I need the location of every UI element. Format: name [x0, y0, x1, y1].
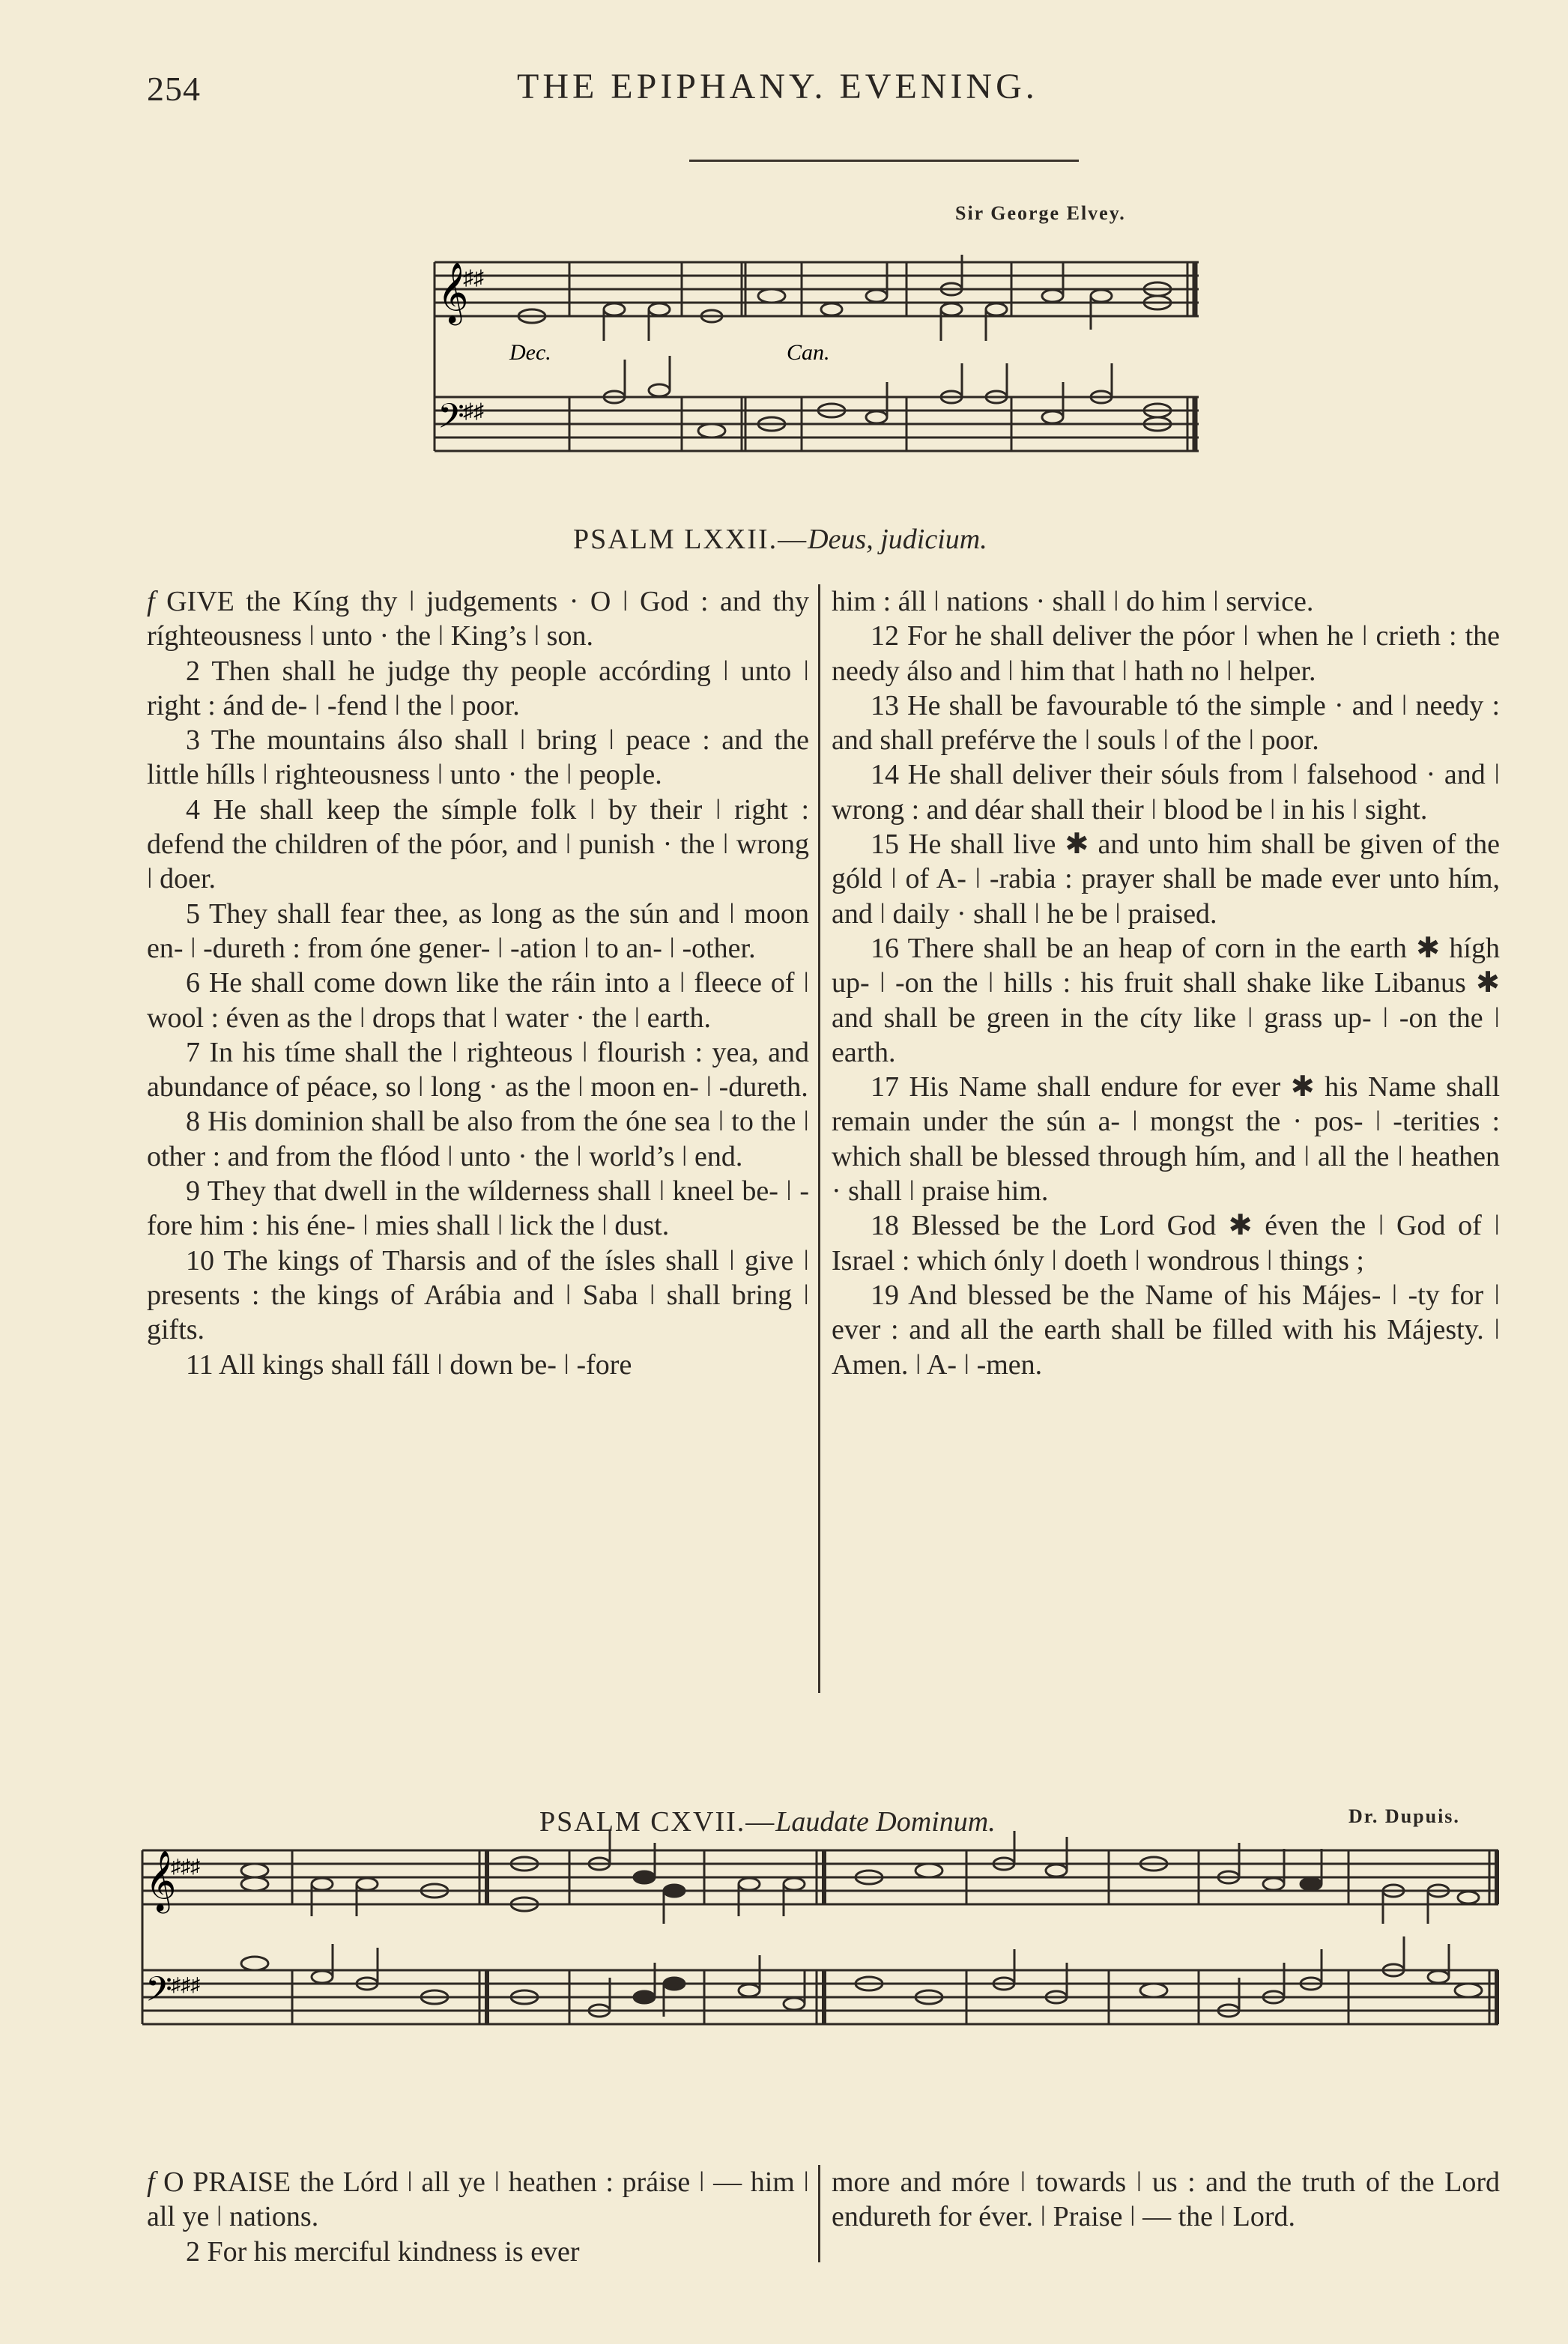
verse: 7 In his tíme shall the ǀ righteous ǀ flourish : yea, and abundance of péace, so ǀ long · as the ǀ moon en- ǀ -dureth.	[147, 1036, 809, 1103]
dynamic-mark: f	[147, 2166, 155, 2198]
verse: 10 The kings of Tharsis and of the ísles shall ǀ give ǀ presents : the kings of Arábia and ǀ Saba ǀ shall bring ǀ gifts.	[147, 1244, 809, 1346]
psalm72-title-roman: PSALM LXXII.—	[573, 524, 808, 555]
psalm72-title-latin: Deus, judicium.	[808, 524, 987, 555]
dec-label: Dec.	[509, 340, 551, 365]
key-signature-icon: ♯♯♯	[171, 1856, 200, 1877]
verse: 14 He shall deliver their sóuls from ǀ falsehood · and ǀ wrong : and déar shall their ǀ blood be ǀ in his ǀ sight.	[832, 759, 1500, 826]
psalm117-title	[539, 1805, 996, 1838]
treble-clef-icon: 𝄞	[145, 1853, 177, 1910]
verse: 2 For his merciful kindness is ever	[186, 2235, 580, 2268]
key-signature-icon: ♯♯♯	[171, 1974, 200, 1996]
psalm117-left-column	[147, 2165, 809, 2269]
treble-clef-icon: 𝄞	[438, 264, 469, 322]
chant1-score	[427, 247, 1206, 472]
psalm72-title	[573, 523, 987, 556]
key-signature-icon: ♯♯	[463, 400, 484, 423]
verse: 8 His dominion shall be also from the óne sea ǀ to the ǀ other : and from the flóod ǀ unto · the ǀ world’s ǀ end.	[147, 1106, 809, 1172]
bass-clef-icon: 𝄢	[145, 1971, 173, 2017]
verse	[147, 584, 809, 654]
column-divider	[818, 584, 820, 1693]
verse: 9 They that dwell in the wílderness shall ǀ kneel be- ǀ -fore him : his éne- ǀ mies shall ǀ lick the ǀ dust.	[147, 1175, 809, 1242]
verse: 11 All kings shall fáll ǀ down be- ǀ -fore	[186, 1348, 632, 1381]
verse: 18 Blessed be the Lord God ✱ éven the ǀ God of ǀ Israel : which ónly ǀ doeth ǀ wondrous ǀ things ;	[832, 1210, 1500, 1277]
psalm117-right-column	[832, 2165, 1500, 2235]
bass-clef-icon: 𝄢	[438, 398, 465, 444]
column-divider	[818, 2165, 820, 2262]
key-signature-icon: ♯♯	[463, 267, 484, 290]
verse: more and móre ǀ towards ǀ us : and the truth of the Lord endureth for éver. ǀ Praise ǀ — the ǀ Lord.	[832, 2166, 1500, 2233]
chant2-composer: Dr. Dupuis.	[1348, 1805, 1460, 1827]
verse	[147, 2165, 809, 2235]
psalm117-title-roman: PSALM CXVII.—	[539, 1806, 776, 1838]
dynamic-mark: f	[147, 586, 155, 617]
verse: 4 He shall keep the símple folk ǀ by their ǀ right : defend the children of the póor, and ǀ punish · the ǀ wrong ǀ doer.	[147, 793, 809, 895]
page-number: 254	[147, 70, 201, 108]
chant2-score	[135, 1828, 1506, 2053]
chant2-bass-staff	[142, 1970, 1498, 2024]
psalm72-right-column	[832, 584, 1500, 1382]
chant1-bass-staff	[435, 397, 1199, 451]
verse: 3 The mountains álso shall ǀ bring ǀ peace : and the little hílls ǀ righteousness ǀ unto · the ǀ people.	[147, 724, 809, 791]
verse: 5 They shall fear thee, as long as the sún and ǀ moon en- ǀ -dureth : from óne gener- ǀ -ation ǀ to an- ǀ -other.	[147, 897, 809, 964]
chant1-treble-staff	[435, 262, 1199, 316]
verse: 19 And blessed be the Name of his Májes- ǀ -ty for ǀ ever : and all the earth shall be filled with his Májesty. ǀ Amen. ǀ A- ǀ -men.	[832, 1279, 1500, 1381]
psalm72-left-column	[147, 584, 809, 1382]
verse: him : áll ǀ nations · shall ǀ do him ǀ service.	[832, 586, 1314, 617]
verse-text: GIVE the Kíng thy ǀ judgements · O ǀ God : and thy ríghteousness ǀ unto · the ǀ King’s ǀ son.	[147, 586, 810, 652]
verse: 12 For he shall deliver the póor ǀ when he ǀ crieth : the needy álso and ǀ him that ǀ hath no ǀ helper.	[832, 620, 1500, 687]
running-title: THE EPIPHANY. EVENING.	[517, 67, 1038, 106]
chant2-treble-staff	[142, 1850, 1498, 1904]
verse: 6 He shall come down like the ráin into a ǀ fleece of ǀ wool : éven as the ǀ drops that ǀ water · the ǀ earth.	[147, 967, 809, 1034]
verse: 2 Then shall he judge thy people accórding ǀ unto ǀ right : ánd de- ǀ -fend ǀ the ǀ poor.	[147, 655, 809, 721]
verse-text: O PRAISE the Lórd ǀ all ye ǀ heathen : práise ǀ — him ǀ all ye ǀ nations.	[147, 2166, 810, 2233]
can-label: Can.	[787, 340, 830, 365]
verse: 13 He shall be favourable tó the simple · and ǀ needy : and shall preférve the ǀ souls ǀ of the ǀ poor.	[832, 689, 1500, 757]
header-rule	[689, 160, 1079, 162]
chant2-notes	[241, 1831, 1482, 2017]
verse: 17 His Name shall endure for ever ✱ his Name shall remain under the sún a- ǀ mongst the · pos- ǀ -terities : which shall be blessed through hím, and ǀ all the ǀ heathen · shall ǀ praise him.	[832, 1071, 1500, 1208]
psalm117-title-latin: Laudate Dominum.	[775, 1806, 996, 1838]
verse: 15 He shall live ✱ and unto him shall be given of the góld ǀ of A- ǀ -rabia : prayer shall be made ever unto hím, and ǀ daily · shall ǀ he be ǀ praised.	[832, 829, 1500, 930]
verse: 16 There shall be an heap of corn in the earth ✱ hígh up- ǀ -on the ǀ hills : his fruit shall shake like Libanus ✱ and shall be green in the cíty like ǀ grass up- ǀ -on the ǀ earth.	[832, 932, 1500, 1068]
chant1-composer: Sir George Elvey.	[955, 202, 1126, 224]
